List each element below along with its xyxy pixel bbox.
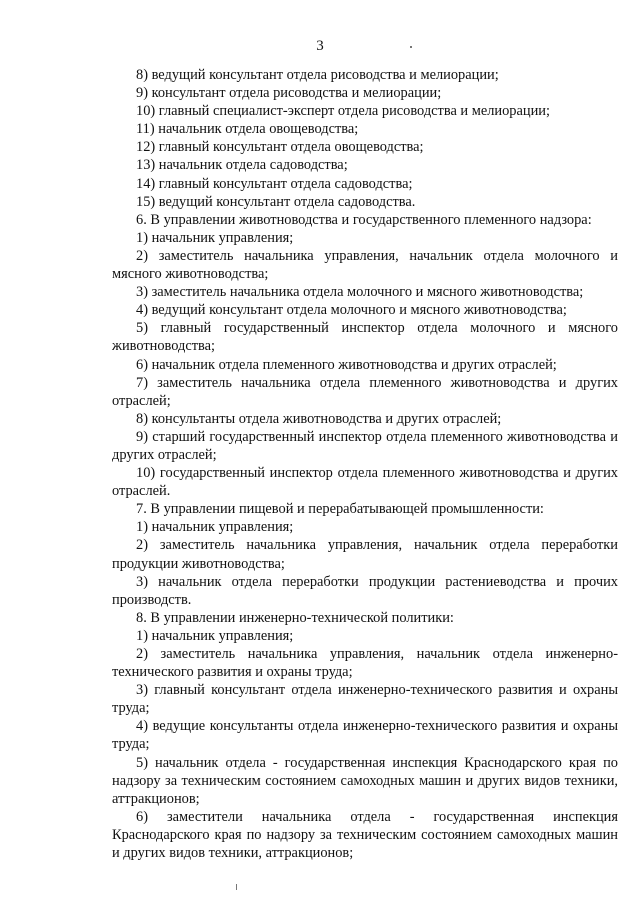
list-item: 4) ведущий консультант отдела молочного и мясного животноводства; xyxy=(136,302,567,319)
list-item: 1) начальник управления; xyxy=(136,627,294,644)
list-item: 8) ведущий консультант отдела рисоводства и мелиорации; xyxy=(136,67,499,83)
list-item: 6) начальник отдела племенного животноводства и других отраслей; xyxy=(136,356,557,373)
list-item: 4) ведущие консультанты отдела инженерно-технического развития и охраны труда; xyxy=(112,718,618,753)
scan-speck xyxy=(410,46,412,48)
list-item: 10) главный специалист-эксперт отдела рисоводства и мелиорации; xyxy=(136,103,550,120)
list-item: 9) консультант отдела рисоводства и мелиорации; xyxy=(136,85,442,102)
list-item: 5) начальник отдела - государственная инспекция Краснодарского края по надзору за техническим состоянием самоходных машин и других видов техники, аттракционов; xyxy=(112,754,618,807)
list-item: 1) начальник управления; xyxy=(136,519,294,536)
list-item: 3) заместитель начальника отдела молочного и мясного животноводства; xyxy=(136,284,584,301)
list-item: 7) заместитель начальника отдела племенного животноводства и других отраслей; xyxy=(112,374,618,409)
page-number: 3 xyxy=(316,38,324,54)
document-body xyxy=(112,66,618,862)
list-item: 3) главный консультант отдела инженерно-технического развития и охраны труда; xyxy=(112,682,618,717)
list-item: 9) старший государственный инспектор отдела племенного животноводства и других отраслей; xyxy=(112,428,618,463)
list-item: 2) заместитель начальника управления, начальник отдела инженерно-технического развития и охраны труда; xyxy=(112,646,618,681)
list-item: 14) главный консультант отдела садоводства; xyxy=(136,175,413,192)
list-item: 6) заместители начальника отдела - государственная инспекция Краснодарского края по надзору за техническим состоянием самоходных машин и других видов техники, аттракционов; xyxy=(112,808,618,862)
list-item: 11) начальник отдела овощеводства; xyxy=(136,121,359,138)
section-heading: 8. В управлении инженерно-технической политики: xyxy=(136,609,454,626)
list-item: 5) главный государственный инспектор отдела молочного и мясного животноводства; xyxy=(112,320,618,355)
scan-speck xyxy=(236,884,237,890)
section-heading: 7. В управлении пищевой и перерабатывающей промышленности: xyxy=(136,501,544,518)
list-item: 8) консультанты отдела животноводства и других отраслей; xyxy=(136,410,502,427)
list-item: 10) государственный инспектор отдела племенного животноводства и других отраслей. xyxy=(112,465,618,500)
list-item: 2) заместитель начальника управления, начальник отдела молочного и мясного животноводства; xyxy=(112,247,618,283)
list-item: 1) начальник управления; xyxy=(136,229,294,246)
list-item: 13) начальник отдела садоводства; xyxy=(136,157,348,174)
list-item: 12) главный консультант отдела овощеводства; xyxy=(136,139,424,156)
list-item: 3) начальник отдела переработки продукции растениеводства и прочих производств. xyxy=(112,573,618,608)
section-heading: 6. В управлении животноводства и государственного племенного надзора: xyxy=(136,211,592,228)
list-item: 15) ведущий консультант отдела садоводства. xyxy=(136,193,416,210)
list-item: 2) заместитель начальника управления, начальник отдела переработки продукции животноводства; xyxy=(112,537,618,572)
